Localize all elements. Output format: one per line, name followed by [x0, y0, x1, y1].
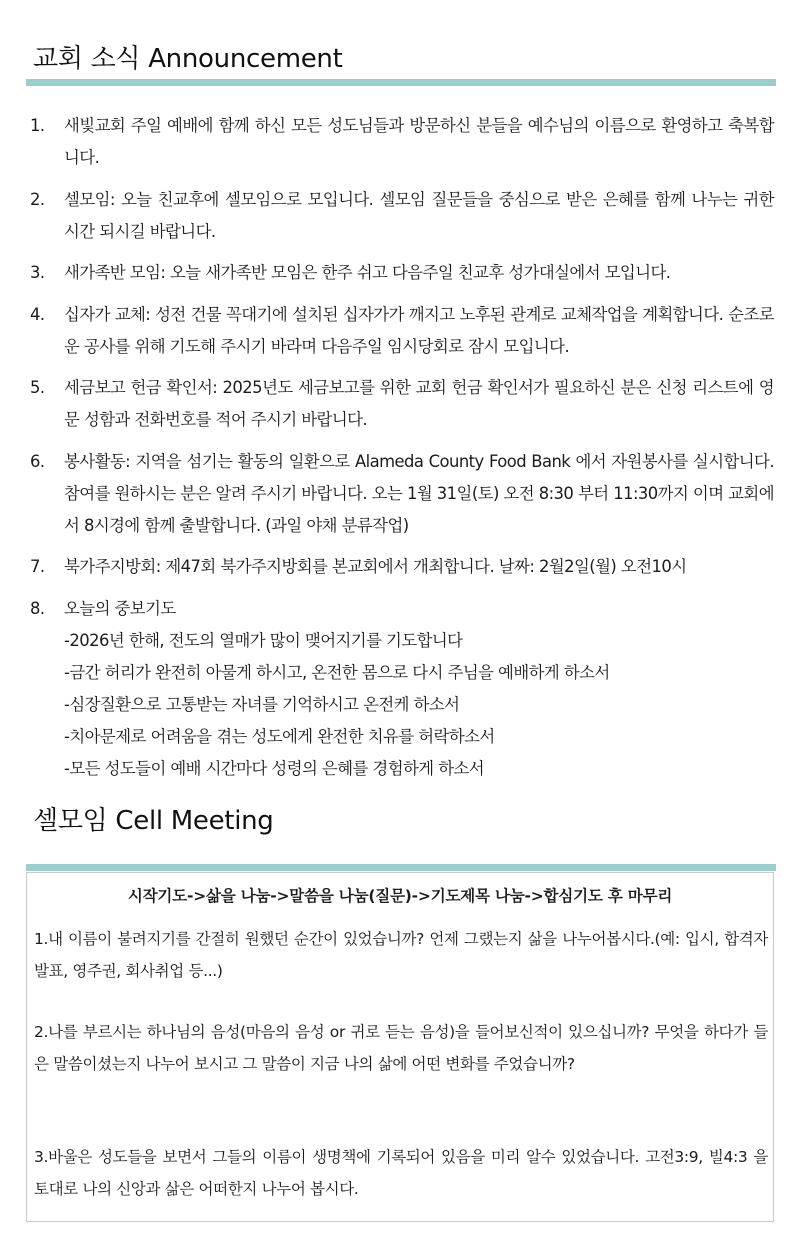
announcement-title: 교회 소식 Announcement: [33, 44, 343, 74]
announcement-item: [30, 110, 774, 174]
item-text: 세금보고 헌금 확인서: 2025년도 세금보고를 위한 교회 헌금 확인서가 필요하신 분은 신청 리스트에 영문 성함과 전화번호를 적어 주시기 바랍니다.: [64, 378, 774, 429]
item-number: 4.: [30, 304, 45, 324]
question-2: 2.나를 부르시는 하나님의 음성(마음의 음성 or 귀로 듣는 음성)을 들어보신적이 있으십니까? 무엇을 하다가 들은 말씀이셨는지 나누어 보시고 그 말씀이 지금 나의 삶에 어떤 변화를 주었습니까?: [34, 1023, 768, 1073]
prayer-line: -치아문제로 어려움을 겪는 성도에게 완전한 치유를 허락하소서: [64, 726, 495, 746]
announcement-item: [30, 446, 774, 542]
item-text: 십자가 교체: 성전 건물 꼭대기에 설치된 십자가가 깨지고 노후된 관계로 교체작업을 계획합니다. 순조로운 공사를 위해 기도해 주시기 바라며 다음주일 임시당회로 잠시 모입니다.: [64, 304, 774, 356]
announcement-list: [30, 110, 774, 794]
cell-meeting-box: [26, 872, 774, 1222]
prayer-line: -모든 성도들이 예배 시간마다 성령의 은혜를 경험하게 하소서: [64, 758, 485, 778]
item-number: 1.: [30, 116, 45, 135]
prayer-line: -금간 허리가 완전히 아물게 하시고, 온전한 몸으로 다시 주님을 예배하게 하소서: [64, 662, 610, 682]
item-number: 5.: [30, 378, 45, 397]
section-divider: [26, 864, 776, 871]
section-divider: [26, 79, 776, 86]
item-text: 새빛교회 주일 예배에 함께 하신 모든 성도님들과 방문하신 분들을 예수님의 이름으로 환영하고 축복합니다.: [64, 116, 774, 167]
item-number: 8.: [30, 598, 45, 618]
question-3: 3.바울은 성도들을 보면서 그들의 이름이 생명책에 기록되어 있음을 미리 알수 있었습니다. 고전3:9, 빌4:3 을 토대로 나의 신앙과 삶은 어떠한지 나누어 봅시다.: [34, 1148, 768, 1198]
prayer-line: -2026년 한해, 전도의 열매가 많이 맺어지기를 기도합니다: [64, 630, 463, 650]
cell-meeting-title: 셀모임 Cell Meeting: [33, 806, 274, 836]
meeting-flow: 시작기도->삶을 나눔->말씀을 나눔(질문)->기도제목 나눔->합심기도 후 마무리: [127, 887, 673, 905]
announcement-item: [30, 257, 774, 289]
item-text: 셀모임: 오늘 친교후에 셀모임으로 모입니다. 셀모임 질문들을 중심으로 받은 은혜를 함께 나누는 귀한 시간 되시길 바랍니다.: [64, 189, 774, 241]
question-1: 1.내 이름이 불려지기를 간절히 원했던 순간이 있었습니까? 언제 그랬는지 삶을 나누어봅시다.(예: 입시, 합격자 발표, 영주권, 회사취업 등...): [34, 930, 768, 980]
prayer-line: -심장질환으로 고통받는 자녀를 기억하시고 온전케 하소서: [64, 694, 460, 714]
item-number: 3.: [30, 263, 45, 282]
announcement-item: [30, 372, 774, 436]
announcement-item: [30, 299, 774, 363]
item-text: 북가주지방회: 제47회 북가주지방회를 본교회에서 개최합니다. 날짜: 2월2일(월) 오전10시: [64, 557, 687, 576]
item-text: 봉사활동: 지역을 섬기는 활동의 일환으로 Alameda County Food Bank 에서 자원봉사를 실시합니다. 참여를 원하시는 분은 알려 주시기 바랍니다. 오는 1월 31일(토) 오전 8:30 부터 11:30까지 이며 교회에서 8시경에 함께 출발합니다. (과일 야채 분류작업): [64, 451, 774, 535]
item-number: 6.: [30, 451, 45, 471]
announcement-item: [30, 551, 774, 583]
item-number: 7.: [30, 557, 45, 576]
announcement-item: [30, 184, 774, 248]
item-number: 2.: [30, 189, 45, 209]
item-text: 오늘의 중보기도: [64, 598, 176, 618]
item-text: 새가족반 모임: 오늘 새가족반 모임은 한주 쉬고 다음주일 친교후 성가대실에서 모입니다.: [64, 263, 671, 282]
announcement-item-prayer: [30, 593, 774, 785]
